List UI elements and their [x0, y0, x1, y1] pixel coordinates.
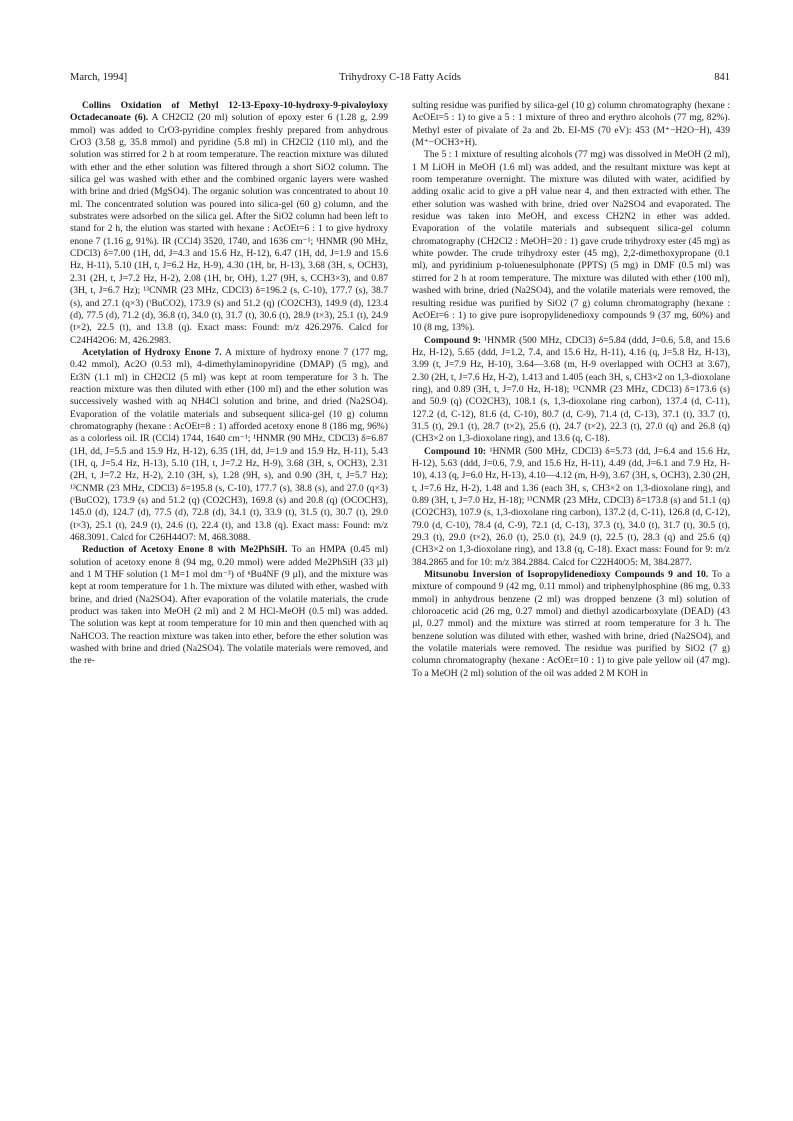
- header-page-number: 841: [714, 72, 730, 83]
- paragraph-text: To a mixture of compound 9 (42 mg, 0.11 mmol) and triphenylphosphine (86 mg, 0.33 mmol) in anhydrous benzene (2 ml) was dropped benzene (3 ml) solution of chloroacetic acid (26 mg, 0.27 mmol) and diethyl azodicarboxylate (DEAD) (43 µl, 0.27 mmol) and the mixture was stirred at room temperature for 3 h. The benzene solution was diluted with ether, washed with brine, dried (Na2SO4), and the volatile materials were removed. The residue was purified by SiO2 (7 g) column chromatography (hexane : AcOEt=10 : 1) to give pale yellow oil (47 mg). To a MeOH (2 ml) solution of the oil was added 2 M KOH in: [412, 569, 730, 679]
- paragraph-continuation: [412, 100, 730, 149]
- paragraph-text: A mixture of hydroxy enone 7 (177 mg, 0.42 mmol), Ac2O (0.53 ml), 4-dimethylaminopyridine (DMAP) (5 mg), and Et3N (1.1 ml) in CH2Cl2 (5 ml) was kept at room temperature for 3 h. The reaction mixture was then diluted with ether (100 ml) and the ether solution was successively washed with aq NH4Cl solution and brine, and dried (Na2SO4). Evaporation of the volatile materials and subsequent silica-gel (10 g) column chromatography (hexane : AcOEt=8 : 1) afforded acetoxy enone 8 (186 mg, 96%) as a colorless oil. IR (CCl4) 1744, 1640 cm⁻¹; ¹HNMR (90 MHz, CDCl3) δ=6.87 (1H, dd, J=5.5 and 15.9 Hz, H-12), 6.35 (1H, dd, J=1.9 and 15.9 Hz, H-11), 5.43 (1H, q, J=5.4 Hz, H-13), 5.10 (1H, t, J=7.2 Hz, H-9), 3.68 (3H, s, OCH3), 2.31 (2H, t, J=7.2 Hz, H-2), 2.10 (3H, s), 1.28 (9H, s), and 0.90 (3H, t, J=5.7 Hz); ¹³CNMR (23 MHz, CDCl3) δ=195.8 (s, C-10), 177.7 (s), 38.8 (s), and 27.0 (q×3) (ᵗBuCO2), 173.9 (s) and 51.2 (q) (CO2CH3), 169.8 (s) and 20.8 (q) (OCOCH3), 145.0 (d), 124.7 (d), 77.5 (d), 72.8 (d), 34.1 (t), 33.9 (t), 31.5 (t), 30.7 (t), 29.0 (t×3), 25.1 (t), 24.9 (t), 24.6 (t), 22.4 (t), and 13.8 (q). Exact mass: Found: m/z 468.3091. Calcd for C26H44O7: M, 468.3088.: [70, 346, 388, 544]
- header-date: March, 1994]: [70, 72, 128, 83]
- left-column: [70, 100, 388, 668]
- paragraph-text: ¹HNMR (500 MHz, CDCl3) δ=5.73 (dd, J=6.4 and 15.6 Hz, H-12), 5.63 (ddd, J=0.6, 7.9, and 15.6 Hz, H-11), 4.49 (dd, J=6.1 and 7.9 Hz, H-10), 4.13 (q, J=6.0 Hz, H-13), 4.10—4.12 (m, H-9), 3.67 (3H, s, OCH3), 2.30 (2H, t, J=7.6 Hz, H-2), 1.48 and 1.36 (each 3H, s, CH3×2 on 1,3-dioxolane ring), and 0.89 (3H, t, J=7.0 Hz, H-18); ¹³CNMR (23 MHz, CDCl3) δ=173.8 (s) and 51.1 (q) (CO2CH3), 107.9 (s, 1,3-dioxolane ring carbon), 137.2 (d, C-11), 126.8 (d, C-12), 79.0 (d, C-10), 78.4 (d, C-9), 72.1 (d, C-13), 37.3 (t), 34.0 (t), 31.7 (t), 30.5 (t), 29.3 (t), 29.0 (t×2), 26.0 (t), 25.0 (t), 24.9 (t), 22.5 (t), 28.3 (q) and 25.6 (q) (CH3×2 on 1,3-dioxolane ring), and 13.8 (q, C-18). Exact mass: Found for 9: m/z 384.2865 and for 10: m/z 384.2884. Calcd for C22H40O5: M, 384.2877.: [412, 445, 730, 568]
- section-heading: Compound 9:: [424, 334, 482, 346]
- right-column: [412, 100, 730, 680]
- header-running-title: Trihydroxy C-18 Fatty Acids: [339, 72, 461, 83]
- running-header: [70, 72, 730, 86]
- paragraph-text: To an HMPA (0.45 ml) solution of acetoxy enone 8 (94 mg, 0.20 mmol) were added Me2PhSiH (33 µl) and 1 M THF solution (1 M=1 mol dm⁻³) of ⁿBu4NF (9 µl), and the mixture was kept at room temperature for 1 h. The mixture was diluted with ether, washed with brine, and dried (Na2SO4). After evaporation of the volatile materials, the crude product was taken into MeOH (2 ml) and 2 M HCl-MeOH (0.5 ml) was added. The solution was kept at room temperature for 10 min and then quenched with aq NaHCO3. The reaction mixture was taken into ether, before the ether solution was washed with brine and dried (Na2SO4). The volatile materials were removed, and the re-: [70, 544, 388, 667]
- paragraph-text: A CH2Cl2 (20 ml) solution of epoxy ester 6 (1.28 g, 2.99 mmol) was added to CrO3-pyridine complex freshly prepared from anhydrous CrO3 (3.58 g, 35.8 mmol) and pyridine (5.8 ml) in CH2Cl2 (110 ml), and the solution was stirred for 2 h at room temperature. The reaction mixture was diluted with ether and the ether solution was filtered through a short SiO2 column. The silica gel was washed with ether and the combined organic layers were washed with brine and dried (MgSO4). The organic solution was concentrated to about 10 ml. The concentrated solution was poured into silica-gel (60 g) column, and the substrates were adsorbed on the silica gel. After the SiO2 column had been left to stand for 2 h, the elution was started with hexane : AcOEt=6 : 1 to give hydroxy enone 7 (1.16 g, 91%). IR (CCl4) 3520, 1740, and 1636 cm⁻¹; ¹HNMR (90 MHz, CDCl3) δ=7.00 (1H, dd, J=4.3 and 15.6 Hz, H-12), 6.47 (1H, dd, J=1.9 and 15.6 Hz, H-11), 5.10 (1H, t, J=6.2 Hz, H-9), 4.30 (1H, br, H-13), 3.68 (3H, s, OCH3), 2.31 (2H, t, J=7.2 Hz, H-2), 2.08 (1H, br, OH), 1.27 (9H, s, CCH3×3), and 0.87 (3H, t, J=6.7 Hz); ¹³CNMR (23 MHz, CDCl3) δ=196.2 (s, C-10), 177.7 (s), 38.7 (s), and 27.1 (q×3) (ᵗBuCO2), 173.9 (s) and 51.2 (q) (CO2CH3), 149.9 (d), 123.4 (d), 77.5 (d), 71.2 (d), 36.8 (t), 34.0 (t), 31.7 (t), 30.6 (t), 28.9 (t×3), 25.1 (t), 24.9 (t×2), 22.5 (t), and 13.8 (q). Exact mass: Found: m/z 426.2976. Calcd for C24H42O6: M, 426.2983.: [70, 112, 389, 346]
- section-heading: Acetylation of Hydroxy Enone 7.: [82, 346, 222, 358]
- paragraph-compound-9: [412, 335, 730, 446]
- paragraph-text: ¹HNMR (500 MHz, CDCl3) δ=5.84 (ddd, J=0.6, 5.8, and 15.6 Hz, H-12), 5.65 (ddd, J=1.2, 7.4, and 15.6 Hz, H-11), 4.16 (q, J=5.8 Hz, H-13), 3.99 (t, J=7.9 Hz, H-10), 3.64—3.68 (m, H-9 overlapped with OCH3 at 3.67), 2.30 (2H, t, J=7.6 Hz, H-2), 1.413 and 1.405 (each 3H, s, CH3×2 on 1,3-dioxolane ring), and 0.89 (3H, t, J=7.0 Hz, H-18); ¹³CNMR (23 MHz, CDCl3) δ=173.6 (s) and 50.9 (q) (CO2CH3), 108.1 (s, 1,3-dioxolane ring carbon), 137.4 (d, C-11), 127.2 (d, C-12), 81.6 (d, C-10), 80.7 (d, C-9), 71.4 (d, C-13), 37.1 (t), 33.7 (t), 31.5 (t), 29.1 (t), 28.7 (t×2), 25.6 (t), 24.7 (t×2), 22.3 (t), 27.0 (q) and 26.8 (q) (CH3×2 on 1,3-dioxolane ring), and 13.6 (q, C-18).: [412, 334, 730, 445]
- paragraph-text: sulting residue was purified by silica-gel (10 g) column chromatography (hexane : AcOEt=5 : 1) to give a 5 : 1 mixture of threo and erythro alcohols (77 mg, 82%). Methyl ester of pivalate of 2a and 2b. EI-MS (70 eV): 453 (M⁺−H2O−H), 439 (M⁺−OCH3+H).: [412, 100, 730, 149]
- paragraph-reduction: [70, 544, 388, 667]
- paragraph-text: The 5 : 1 mixture of resulting alcohols (77 mg) was dissolved in MeOH (2 ml), 1 M LiOH in MeOH (1.6 ml) was added, and the resultant mixture was kept at room temperature overnight. The mixture was diluted with water, acidified by adding oxalic acid to give a pH value near 4, and then extracted with ether. The ether solution was washed with brine, dried over Na2SO4 and evaporated. The residue was taken into MeOH, and excess CH2N2 in ether was added. Evaporation of the volatile materials and subsequent silica-gel column chromatography (CH2Cl2 : MeOH=20 : 1) gave crude trihydroxy ester (45 mg) as white powder. The crude trihydroxy ester (45 mg), 2,2-dimethoxypropane (0.1 ml), and pyridinium p-toluenesulphonate (PPTS) (5 mg) in DMF (0.5 ml) was stirred for 2 h at room temperature. The mixture was diluted with ether (100 ml), washed with brine, dried (Na2SO4), and the volatile materials were removed, the resulting residue was purified by SiO2 (7 g) column chromatography (hexane : AcOEt=6 : 1) to give pure isopropylidenedioxy compounds 9 (37 mg, 60%) and 10 (8 mg, 13%).: [412, 149, 730, 334]
- paragraph-compound-10: [412, 446, 730, 569]
- paragraph-alcohol-mixture: [412, 149, 730, 334]
- section-heading: Reduction of Acetoxy Enone 8 with Me2PhSiH.: [82, 544, 288, 556]
- paragraph-mitsunobu: [412, 569, 730, 680]
- paragraph-collins-oxidation: [70, 100, 388, 347]
- section-heading: Mitsunobu Inversion of Isopropylidenedioxy Compounds 9 and 10.: [424, 569, 709, 581]
- paragraph-acetylation: [70, 347, 388, 545]
- section-heading: Collins Oxidation of Methyl 12-13-Epoxy-10-hydroxy-9-pivaloyloxy Octadecanoate (6).: [70, 100, 388, 124]
- section-heading: Compound 10:: [424, 445, 487, 457]
